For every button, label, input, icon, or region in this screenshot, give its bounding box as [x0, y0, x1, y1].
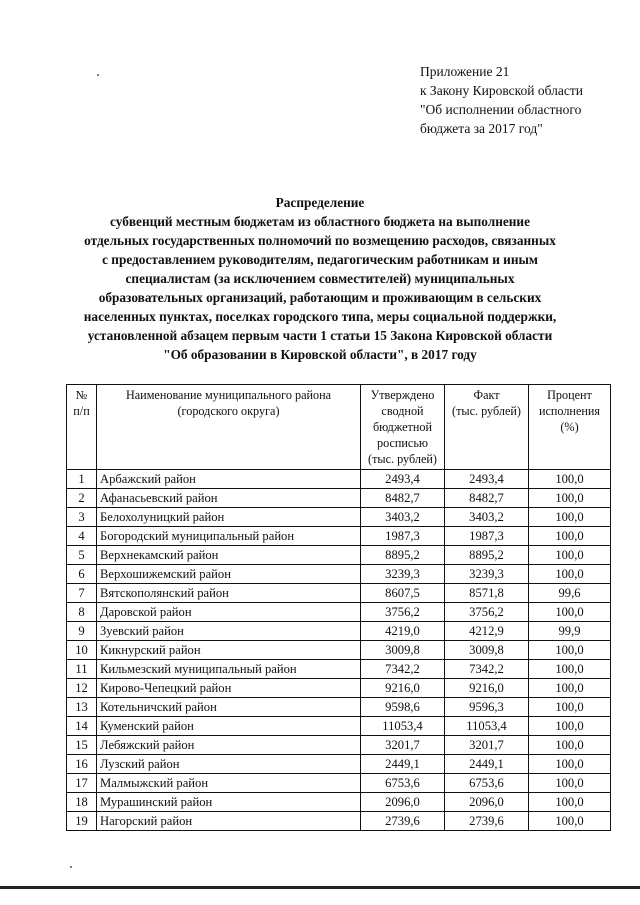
approved-amount: 2493,4 [361, 470, 445, 489]
execution-percent: 99,9 [529, 622, 611, 641]
fact-amount: 8571,8 [445, 584, 529, 603]
execution-percent: 100,0 [529, 603, 611, 622]
page-bottom-edge [0, 886, 640, 889]
table-row [67, 812, 611, 831]
table-row [67, 736, 611, 755]
fact-amount: 3403,2 [445, 508, 529, 527]
table-row [67, 584, 611, 603]
header-approved: Утверждено сводной бюджетной росписью (тыс. рублей) [361, 385, 445, 470]
table-row [67, 774, 611, 793]
execution-percent: 100,0 [529, 660, 611, 679]
row-number: 1 [67, 470, 97, 489]
row-number: 15 [67, 736, 97, 755]
distribution-table [66, 384, 611, 831]
annex-line: "Об исполнении областного [420, 102, 582, 117]
approved-amount: 9216,0 [361, 679, 445, 698]
district-name: Белохолуницкий район [97, 508, 361, 527]
district-name: Кильмезский муниципальный район [97, 660, 361, 679]
district-name: Вятскополянский район [97, 584, 361, 603]
header-fact: Факт (тыс. рублей) [445, 385, 529, 470]
fact-amount: 3201,7 [445, 736, 529, 755]
heading-line: специалистам (за исключением совместителей) муниципальных [125, 271, 515, 286]
district-name: Верхнекамский район [97, 546, 361, 565]
execution-percent: 100,0 [529, 812, 611, 831]
district-name: Куменский район [97, 717, 361, 736]
approved-amount: 3756,2 [361, 603, 445, 622]
fact-amount: 8895,2 [445, 546, 529, 565]
fact-amount: 9596,3 [445, 698, 529, 717]
heading-line: населенных пунктах, поселках городского типа, меры социальной поддержки, [83, 309, 557, 324]
row-number: 11 [67, 660, 97, 679]
district-name: Котельничский район [97, 698, 361, 717]
row-number: 2 [67, 489, 97, 508]
district-name: Кикнурский район [97, 641, 361, 660]
row-number: 7 [67, 584, 97, 603]
execution-percent: 100,0 [529, 641, 611, 660]
heading-line: с предоставлением руководителям, педагогическим работникам и иным [102, 252, 538, 267]
heading-line: образовательных организаций, работающим и проживающим в сельских [98, 290, 542, 305]
fact-amount: 11053,4 [445, 717, 529, 736]
scan-speck [97, 74, 99, 76]
table-row [67, 698, 611, 717]
heading-line: установленной абзацем первым части 1 статьи 15 Закона Кировской области [87, 328, 553, 343]
document-heading [50, 193, 590, 364]
approved-amount: 11053,4 [361, 717, 445, 736]
table-row [67, 470, 611, 489]
header-name: Наименование муниципального района (городского округа) [97, 385, 361, 470]
approved-amount: 9598,6 [361, 698, 445, 717]
district-name: Верхошижемский район [97, 565, 361, 584]
table-row [67, 679, 611, 698]
execution-percent: 100,0 [529, 489, 611, 508]
table-row [67, 527, 611, 546]
approved-amount: 2739,6 [361, 812, 445, 831]
fact-amount: 2739,6 [445, 812, 529, 831]
execution-percent: 99,6 [529, 584, 611, 603]
table-row [67, 565, 611, 584]
approved-amount: 2449,1 [361, 755, 445, 774]
row-number: 6 [67, 565, 97, 584]
execution-percent: 100,0 [529, 774, 611, 793]
heading-line: отдельных государственных полномочий по возмещению расходов, связанных [84, 233, 556, 248]
district-name: Зуевский район [97, 622, 361, 641]
fact-amount: 8482,7 [445, 489, 529, 508]
fact-amount: 3009,8 [445, 641, 529, 660]
fact-amount: 7342,2 [445, 660, 529, 679]
annex-note [420, 62, 630, 138]
heading-line: субвенций местным бюджетам из областного бюджета на выполнение [110, 214, 530, 229]
row-number: 5 [67, 546, 97, 565]
district-name: Афанасьевский район [97, 489, 361, 508]
approved-amount: 6753,6 [361, 774, 445, 793]
fact-amount: 4212,9 [445, 622, 529, 641]
district-name: Богородский муниципальный район [97, 527, 361, 546]
district-name: Кирово-Чепецкий район [97, 679, 361, 698]
approved-amount: 8895,2 [361, 546, 445, 565]
district-name: Даровской район [97, 603, 361, 622]
row-number: 10 [67, 641, 97, 660]
table-row [67, 622, 611, 641]
approved-amount: 8482,7 [361, 489, 445, 508]
row-number: 17 [67, 774, 97, 793]
row-number: 18 [67, 793, 97, 812]
fact-amount: 2449,1 [445, 755, 529, 774]
fact-amount: 6753,6 [445, 774, 529, 793]
approved-amount: 3201,7 [361, 736, 445, 755]
district-name: Лебяжский район [97, 736, 361, 755]
approved-amount: 2096,0 [361, 793, 445, 812]
fact-amount: 2096,0 [445, 793, 529, 812]
fact-amount: 2493,4 [445, 470, 529, 489]
approved-amount: 1987,3 [361, 527, 445, 546]
fact-amount: 3756,2 [445, 603, 529, 622]
district-name: Мурашинский район [97, 793, 361, 812]
district-name: Лузский район [97, 755, 361, 774]
execution-percent: 100,0 [529, 698, 611, 717]
row-number: 8 [67, 603, 97, 622]
execution-percent: 100,0 [529, 470, 611, 489]
header-percent: Процент исполнения (%) [529, 385, 611, 470]
district-name: Малмыжский район [97, 774, 361, 793]
execution-percent: 100,0 [529, 565, 611, 584]
table-row [67, 508, 611, 527]
heading-title: Распределение [275, 195, 365, 210]
execution-percent: 100,0 [529, 527, 611, 546]
approved-amount: 8607,5 [361, 584, 445, 603]
table-header-row [67, 385, 611, 470]
annex-line: к Закону Кировской области [420, 83, 584, 98]
row-number: 3 [67, 508, 97, 527]
row-number: 9 [67, 622, 97, 641]
execution-percent: 100,0 [529, 736, 611, 755]
table-row [67, 717, 611, 736]
row-number: 12 [67, 679, 97, 698]
approved-amount: 4219,0 [361, 622, 445, 641]
table-row [67, 793, 611, 812]
fact-amount: 1987,3 [445, 527, 529, 546]
execution-percent: 100,0 [529, 793, 611, 812]
table-row [67, 755, 611, 774]
row-number: 13 [67, 698, 97, 717]
table-row [67, 641, 611, 660]
approved-amount: 7342,2 [361, 660, 445, 679]
annex-line: Приложение 21 [420, 64, 510, 79]
execution-percent: 100,0 [529, 717, 611, 736]
district-name: Нагорский район [97, 812, 361, 831]
district-name: Арбажский район [97, 470, 361, 489]
heading-line: "Об образовании в Кировской области", в 2017 году [163, 347, 477, 362]
fact-amount: 3239,3 [445, 565, 529, 584]
execution-percent: 100,0 [529, 755, 611, 774]
row-number: 19 [67, 812, 97, 831]
approved-amount: 3239,3 [361, 565, 445, 584]
approved-amount: 3009,8 [361, 641, 445, 660]
row-number: 4 [67, 527, 97, 546]
table-row [67, 603, 611, 622]
execution-percent: 100,0 [529, 679, 611, 698]
header-num: № п/п [67, 385, 97, 470]
scan-speck [70, 866, 72, 868]
table-row [67, 660, 611, 679]
execution-percent: 100,0 [529, 508, 611, 527]
row-number: 14 [67, 717, 97, 736]
annex-line: бюджета за 2017 год" [420, 121, 543, 136]
fact-amount: 9216,0 [445, 679, 529, 698]
row-number: 16 [67, 755, 97, 774]
table-row [67, 546, 611, 565]
approved-amount: 3403,2 [361, 508, 445, 527]
table-row [67, 489, 611, 508]
execution-percent: 100,0 [529, 546, 611, 565]
